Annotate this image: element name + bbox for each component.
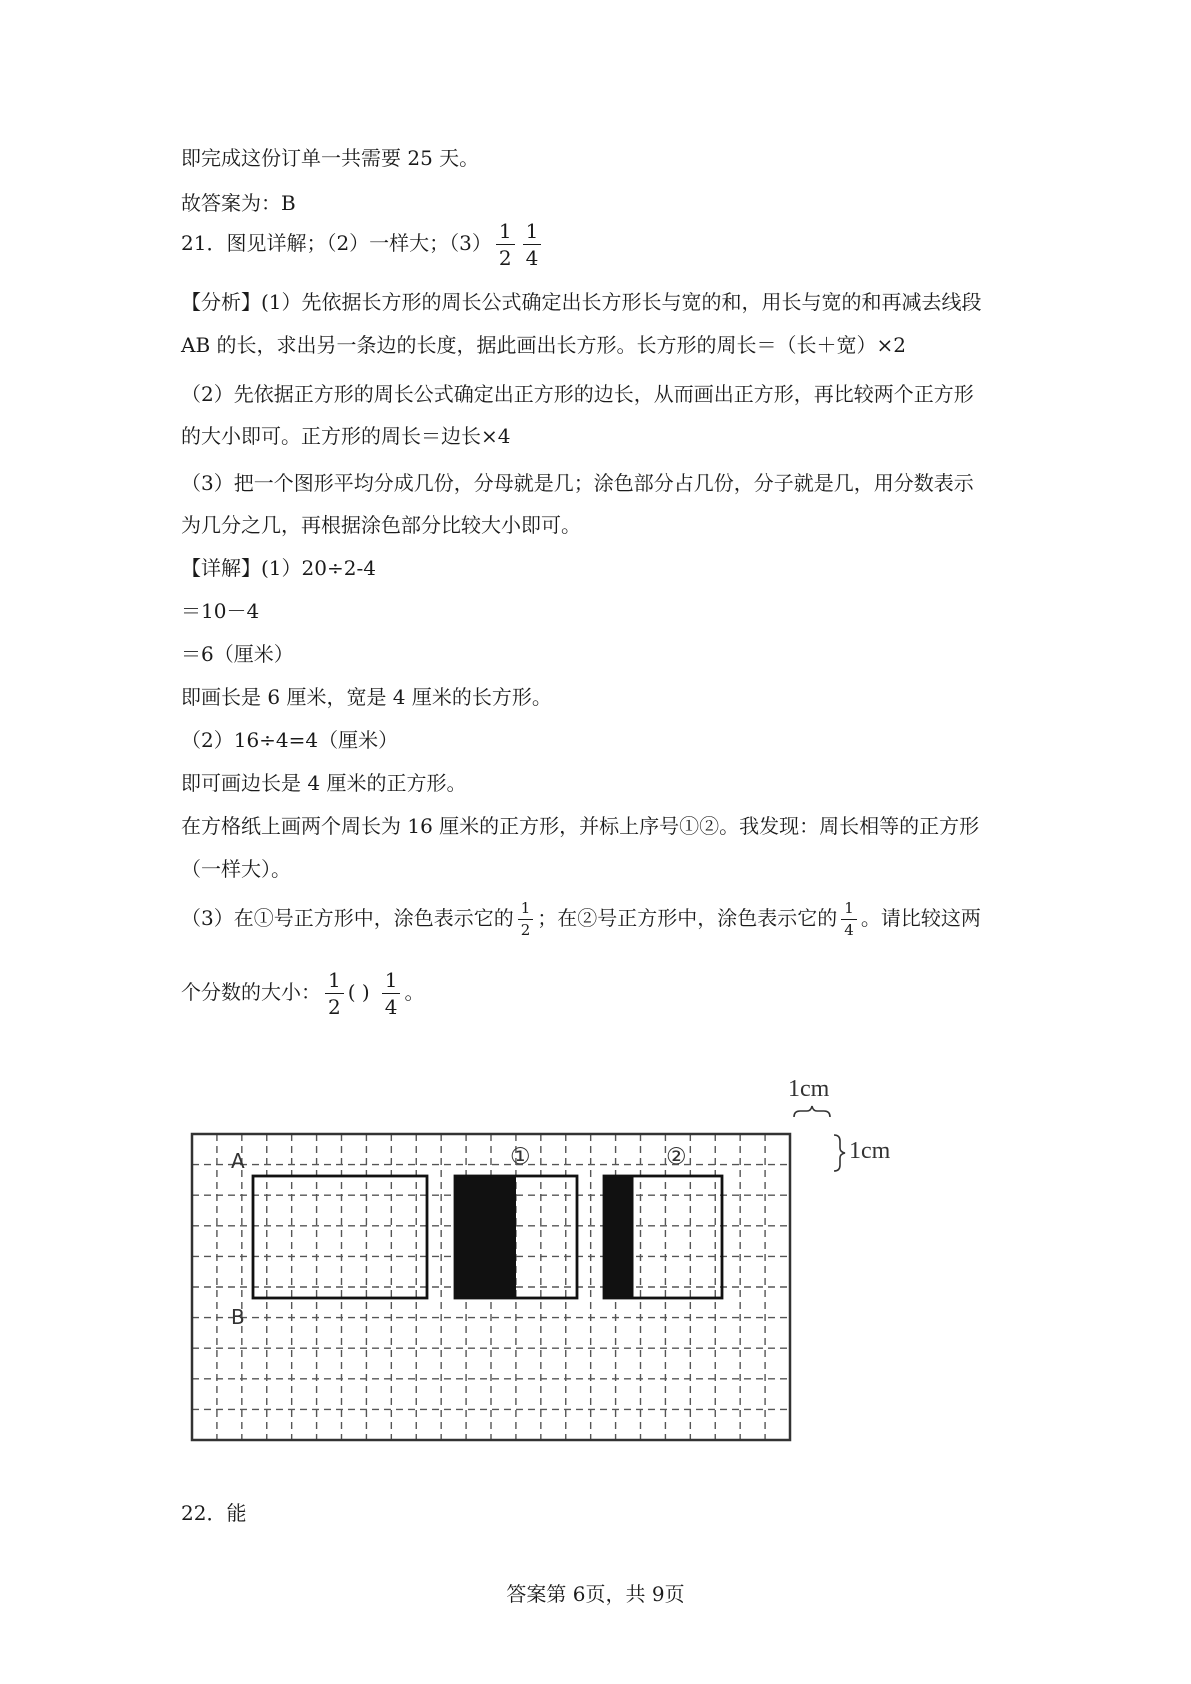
detail-line: ＝10－4	[181, 599, 260, 623]
compare-text: 。	[404, 980, 425, 1004]
cm-label-top: 1cm	[788, 1076, 830, 1102]
detail-line: 即画长是 6 厘米，宽是 4 厘米的长方形。	[181, 685, 552, 709]
shaded-region-square-1	[455, 1176, 516, 1298]
fraction-one-quarter	[523, 221, 542, 268]
fraction-one-quarter	[841, 901, 857, 938]
fraction-numerator: 1	[382, 970, 401, 994]
fraction-numerator: 1	[496, 221, 515, 245]
fraction-one-quarter	[382, 970, 401, 1017]
question-3-text: 。请比较这两	[860, 906, 981, 930]
page-footer: 答案第 6页，共 9页	[506, 1582, 685, 1606]
fraction-denominator: 4	[844, 921, 854, 939]
analysis-line: （2）先依据正方形的周长公式确定出正方形的边长，从而画出正方形，再比较两个正方形	[181, 382, 974, 406]
detail-line: 即可画边长是 4 厘米的正方形。	[181, 771, 467, 795]
answer-21-line	[181, 221, 545, 268]
fraction-denominator: 4	[384, 995, 398, 1019]
label-square-2: ②	[666, 1144, 687, 1170]
analysis-line: 的大小即可。正方形的周长＝边长×4	[181, 424, 511, 448]
fraction-one-half	[496, 221, 515, 268]
detail-line: 在方格纸上画两个周长为 16 厘米的正方形，并标上序号①②。我发现：周长相等的正方形	[181, 814, 980, 838]
answer-21-prefix: 21．图见详解；（2）一样大；（3）	[181, 231, 492, 255]
answer-blank: ( )	[347, 980, 370, 1004]
side-bracket	[834, 1135, 845, 1171]
label-square-1: ①	[510, 1144, 531, 1170]
top-bracket	[794, 1106, 830, 1117]
text-line: 即完成这份订单一共需要 25 天。	[181, 146, 480, 170]
analysis-line: AB 的长，求出另一条边的长度，据此画出长方形。长方形的周长＝（长＋宽）×2	[181, 333, 906, 357]
rectangle-ab	[253, 1176, 427, 1298]
answer-22-line: 22．能	[181, 1501, 247, 1525]
fraction-denominator: 2	[520, 921, 531, 939]
grid-figure	[180, 1132, 830, 1472]
fraction-denominator: 2	[328, 995, 341, 1019]
text-line: 故答案为：B	[181, 191, 296, 215]
question-3-text: ；在②号正方形中，涂色表示它的	[537, 906, 838, 930]
analysis-line: 为几分之几，再根据涂色部分比较大小即可。	[181, 513, 581, 537]
fraction-denominator: 2	[498, 246, 512, 270]
fraction-denominator: 4	[525, 246, 539, 270]
fraction-numerator: 1	[523, 221, 542, 245]
question-3-line	[181, 901, 981, 938]
fraction-one-half	[518, 901, 534, 938]
detail-line: （一样大）。	[181, 857, 291, 881]
compare-text: 个分数的大小：	[181, 980, 321, 1004]
label-a: A	[231, 1149, 245, 1173]
compare-line	[181, 970, 424, 1017]
detail-line: 【详解】(1）20÷2-4	[181, 556, 376, 580]
detail-line: （2）16÷4=4（厘米）	[181, 728, 399, 752]
shaded-region-square-2	[604, 1176, 634, 1298]
detail-line: ＝6（厘米）	[181, 642, 294, 666]
cm-label-side: 1cm	[849, 1138, 891, 1164]
fraction-numerator: 1	[518, 901, 534, 920]
analysis-line: （3）把一个图形平均分成几份，分母就是几；涂色部分占几份，分子就是几，用分数表示	[181, 471, 974, 495]
fraction-numerator: 1	[841, 901, 857, 920]
label-b: B	[231, 1305, 245, 1329]
fraction-numerator: 1	[325, 970, 344, 994]
fraction-one-half	[325, 970, 344, 1017]
analysis-line: 【分析】(1）先依据长方形的周长公式确定出长方形长与宽的和，用长与宽的和再减去线段	[181, 290, 982, 314]
question-3-text: （3）在①号正方形中，涂色表示它的	[181, 906, 514, 930]
